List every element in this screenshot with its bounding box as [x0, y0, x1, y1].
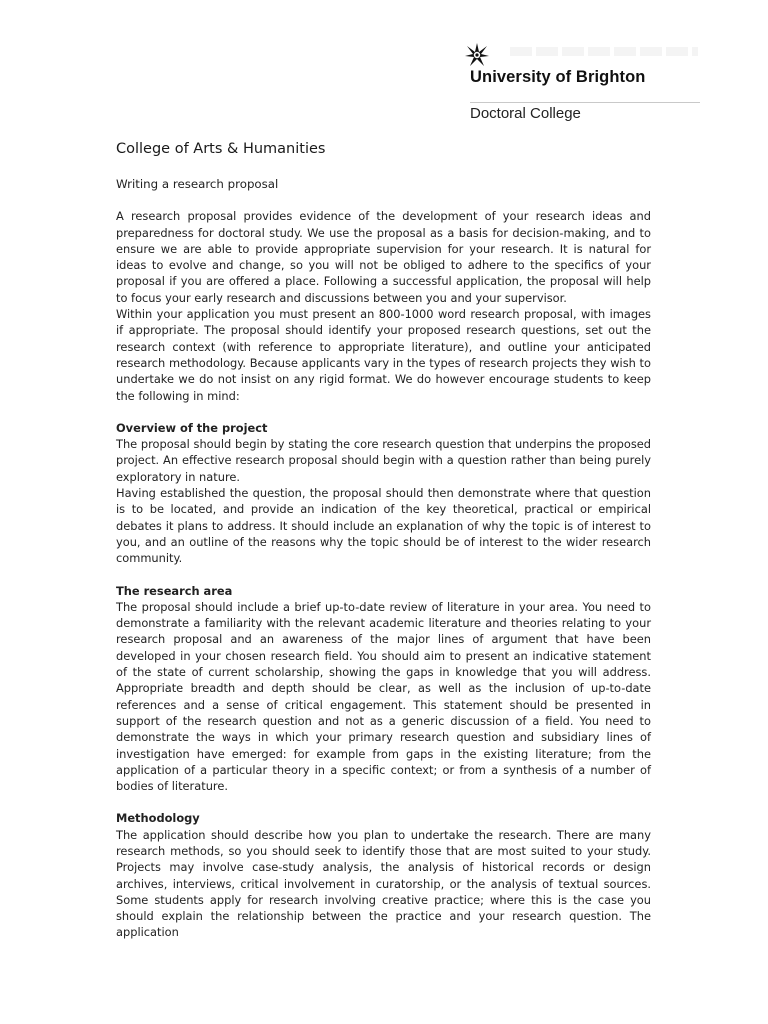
section-heading-methodology: Methodology [116, 811, 200, 826]
header-divider [470, 102, 700, 103]
document-subtitle: Writing a research proposal [116, 177, 279, 191]
college-name: Doctoral College [470, 105, 581, 122]
research-area-paragraph: The proposal should include a brief up-to-date review of literature in your area. You need to demonstrate a familiarity with the relevant academic literature and theories relating to your research proposal and an awareness of the major lines of argument that have been developed in your chosen research field. You should aim to present an indicative statement of the state of current scholarship, showing the gaps in knowledge that you will address. Appropriate breadth and depth should be clear, as well as the inclusion of up-to-date references and a sense of critical engagement. This statement should be presented in support of the research question and not as a generic discussion of a field. You need to demonstrate the ways in which your primary research question and subsidiary lines of investigation have emerged: for example from gaps in the existing literature; from the application of a particular theory in a specific context; or from a synthesis of a number of bodies of literature. [116, 599, 651, 794]
overview-paragraph-1: The proposal should begin by stating the core research question that underpins the proposed project. An effective research proposal should begin with a question rather than being purely exploratory in nature. [116, 437, 651, 484]
faded-tagline-decoration [510, 47, 698, 56]
intro-paragraph-1: A research proposal provides evidence of the development of your research ideas and preparedness for doctoral study. We use the proposal as a basis for decision-making, and to ensure we are able to provide appropriate supervision for your research. It is natural for ideas to evolve and change, so you will not be obliged to adhere to the specifics of your proposal if you are offered a place. Following a successful application, the proposal will help to focus your early research and discussions between you and your supervisor. [116, 209, 651, 305]
star-logo-icon [464, 42, 490, 68]
methodology-paragraph: The application should describe how you plan to undertake the research. There are many research methods, so you should seek to identify those that are most suited to your study. Projects may involve case-study analysis, the analysis of historical records or design archives, interviews, critical involvement in curatorship, or the analysis of textual sources. Some students apply for research involving creative practice; where this is the case you should explain the relationship between the practice and your research question. The application [116, 827, 651, 940]
spacer [116, 404, 651, 420]
university-name: University of Brighton [470, 68, 646, 86]
intro-paragraph-2: Within your application you must present an 800-1000 word research proposal, with images if appropriate. The proposal should identify your proposed research questions, set out the research context (with reference to appropriate literature), and outline your anticipated research methodology. Because applicants vary in the types of research projects they wish to undertake we do not insist on any rigid format. We do however encourage students to keep the following in mind: [116, 307, 651, 403]
document-body [116, 140, 651, 941]
page-title: College of Arts & Humanities [116, 141, 326, 157]
spacer [116, 794, 651, 810]
section-heading-overview: Overview of the project [116, 420, 268, 435]
spacer [116, 567, 651, 583]
section-heading-research-area: The research area [116, 583, 233, 598]
overview-paragraph-2: Having established the question, the proposal should then demonstrate where that question is to be located, and provide an indication of the key theoretical, practical or empirical debates it plans to address. It should include an explanation of why the topic is of interest to you, and an outline of the reasons why the topic should be of interest to the wider research community. [116, 486, 651, 566]
